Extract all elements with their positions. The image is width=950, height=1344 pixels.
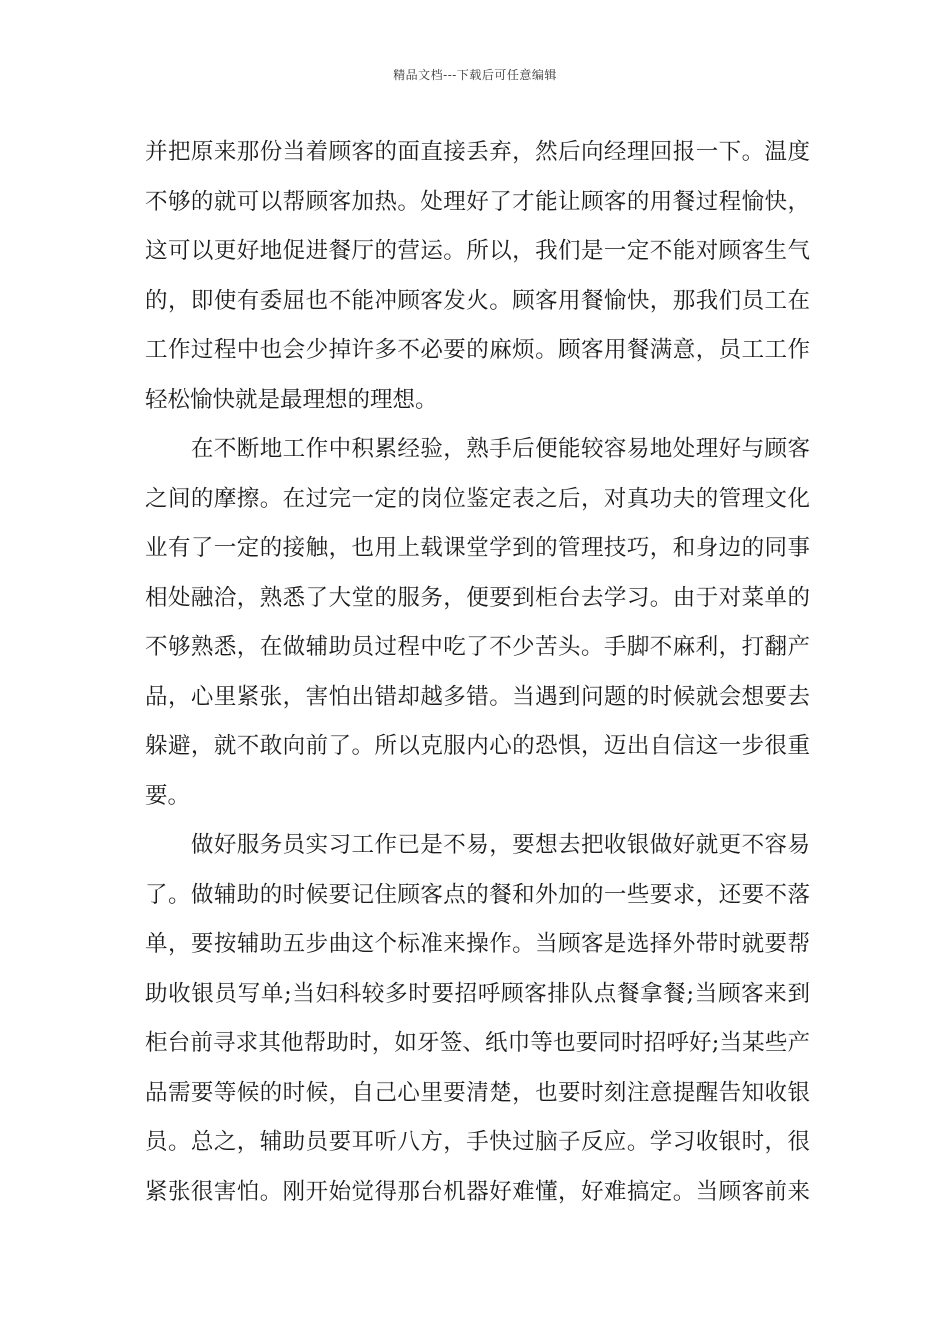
text-line: 做好服务员实习工作已是不易，要想去把收银做好就更不容易 (145, 832, 810, 858)
text-line: 工作过程中也会少掉许多不必要的麻烦。顾客用餐满意，员工工作 (145, 337, 810, 363)
text-line: 并把原来那份当着顾客的面直接丢弃，然后向经理回报一下。温度 (145, 139, 810, 165)
text-line: 不够的就可以帮顾客加热。处理好了才能让顾客的用餐过程愉快， (145, 188, 810, 215)
text-line: 品需要等候的时候，自己心里要清楚，也要时刻注意提醒告知收银 (145, 1079, 810, 1106)
document-body (145, 128, 810, 1217)
page-header: 精品文档---下载后可任意编辑 (393, 68, 557, 82)
text-line: 柜台前寻求其他帮助时，如牙签、纸巾等也要同时招呼好;当某些产 (145, 1030, 810, 1056)
text-line: 紧张很害怕。刚开始觉得那台机器好难懂，好难搞定。当顾客前来 (145, 1178, 810, 1205)
text-line: 躲避，就不敢向前了。所以克服内心的恐惧，迈出自信这一步很重 (145, 733, 810, 759)
text-line: 员。总之，辅助员要耳听八方，手快过脑子反应。学习收银时，很 (145, 1129, 810, 1155)
text-line: 之间的摩擦。在过完一定的岗位鉴定表之后，对真功夫的管理文化 (145, 485, 810, 512)
text-line: 的，即使有委屈也不能冲顾客发火。顾客用餐愉快，那我们员工在 (145, 287, 810, 314)
paragraph (145, 821, 810, 1217)
text-line: 业有了一定的接触，也用上载课堂学到的管理技巧，和身边的同事 (145, 535, 810, 561)
paragraph (145, 425, 810, 821)
text-line: 单，要按辅助五步曲这个标准来操作。当顾客是选择外带时就要帮 (145, 931, 810, 957)
text-line: 在不断地工作中积累经验，熟手后便能较容易地处理好与顾客 (145, 436, 810, 462)
text-line: 相处融洽，熟悉了大堂的服务，便要到柜台去学习。由于对菜单的 (145, 584, 810, 611)
text-line: 要。 (145, 782, 191, 809)
text-line: 品，心里紧张，害怕出错却越多错。当遇到问题的时候就会想要去 (145, 683, 810, 710)
text-line: 这可以更好地促进餐厅的营运。所以，我们是一定不能对顾客生气 (145, 238, 810, 264)
paragraph (145, 128, 810, 425)
text-line: 轻松愉快就是最理想的理想。 (145, 386, 438, 413)
text-line: 不够熟悉，在做辅助员过程中吃了不少苦头。手脚不麻利，打翻产 (145, 634, 810, 660)
text-line: 了。做辅助的时候要记住顾客点的餐和外加的一些要求，还要不落 (145, 881, 810, 908)
text-line: 助收银员写单;当妇科较多时要招呼顾客排队点餐拿餐;当顾客来到 (145, 980, 810, 1007)
